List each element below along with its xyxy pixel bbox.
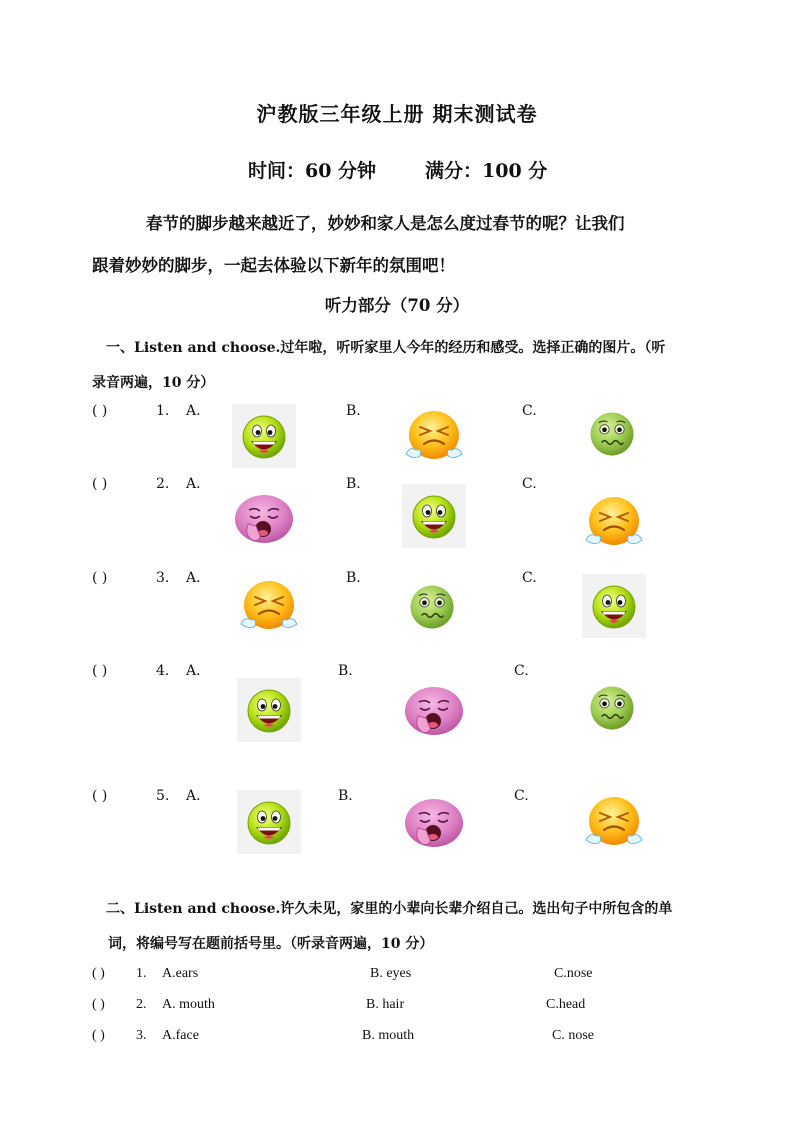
question-number: 1. — [136, 966, 147, 981]
question-number: 3. — [156, 570, 170, 586]
section2-instruction-line1: 二、Listen and choose.许久未见，家里的小辈向长辈介绍自己。选出句子中所包含的单 — [106, 901, 673, 917]
option-label-c: C. — [522, 403, 537, 419]
question-number: 2. — [136, 997, 147, 1012]
option-b: B. hair — [366, 997, 405, 1012]
option-label-c: C. — [514, 663, 529, 679]
option-label-a: A. — [186, 570, 201, 586]
option-label-a: A. — [186, 788, 201, 804]
answer-parentheses[interactable]: ( ) — [92, 403, 108, 419]
option-c: C.head — [546, 997, 586, 1012]
intro-line-2: 跟着妙妙的脚步，一起去体验以下新年的氛围吧！ — [92, 256, 455, 275]
option-label-c: C. — [522, 570, 537, 586]
answer-parentheses[interactable]: ( ) — [92, 1028, 105, 1043]
section1-instruction-line1: 一、Listen and choose.过年啦，听听家里人今年的经历和感受。选择正确的图片。（听 — [106, 340, 666, 356]
option-a: A. mouth — [162, 997, 215, 1012]
option-label-b: B. — [338, 663, 353, 679]
page-title: 沪教版三年级上册 期末测试卷 — [256, 102, 538, 126]
option-label-b: B. — [346, 570, 361, 586]
option-label-b: B. — [338, 788, 353, 804]
option-c: C. nose — [552, 1028, 594, 1043]
question-number: 5. — [156, 788, 170, 804]
tired-face-icon[interactable] — [232, 486, 296, 550]
time-label: 时间：60 分钟 — [248, 160, 377, 182]
answer-parentheses[interactable]: ( ) — [92, 788, 108, 804]
option-label-b: B. — [346, 403, 361, 419]
question-number: 2. — [156, 476, 170, 492]
angry-face-icon[interactable] — [582, 490, 646, 554]
option-label-c: C. — [514, 788, 529, 804]
happy-face-icon[interactable] — [232, 404, 296, 468]
tired-face-icon[interactable] — [402, 790, 466, 854]
option-b: B. eyes — [370, 966, 412, 981]
option-b: B. mouth — [362, 1028, 415, 1043]
answer-parentheses[interactable]: ( ) — [92, 997, 105, 1012]
option-label-c: C. — [522, 476, 537, 492]
happy-face-icon[interactable] — [582, 574, 646, 638]
option-label-a: A. — [186, 663, 201, 679]
option-c: C.nose — [554, 966, 593, 981]
question-number: 3. — [136, 1028, 147, 1043]
sick-face-icon[interactable] — [582, 678, 642, 738]
happy-face-icon[interactable] — [237, 678, 301, 742]
answer-parentheses[interactable]: ( ) — [92, 663, 108, 679]
option-a: A.ears — [162, 966, 199, 981]
angry-face-icon[interactable] — [237, 574, 301, 638]
section2-instruction-line2: 词，将编号写在题前括号里。（听录音两遍，10 分） — [108, 936, 434, 952]
angry-face-icon[interactable] — [402, 404, 466, 468]
section1-instruction-line2: 录音两遍，10 分） — [92, 375, 215, 391]
listening-header: 听力部分（70 分） — [324, 296, 470, 315]
sick-face-icon[interactable] — [582, 404, 642, 464]
happy-face-icon[interactable] — [402, 484, 466, 548]
intro-line-1: 春节的脚步越来越近了，妙妙和家人是怎么度过春节的呢？让我们 — [146, 214, 625, 233]
answer-parentheses[interactable]: ( ) — [92, 476, 108, 492]
option-label-a: A. — [186, 403, 201, 419]
option-label-b: B. — [346, 476, 361, 492]
happy-face-icon[interactable] — [237, 790, 301, 854]
sick-face-icon[interactable] — [402, 577, 462, 637]
option-a: A.face — [162, 1028, 199, 1043]
option-label-a: A. — [186, 476, 201, 492]
question-number: 4. — [156, 663, 170, 679]
angry-face-icon[interactable] — [582, 790, 646, 854]
score-label: 满分：100 分 — [425, 160, 548, 182]
question-number: 1. — [156, 403, 170, 419]
answer-parentheses[interactable]: ( ) — [92, 570, 108, 586]
tired-face-icon[interactable] — [402, 678, 466, 742]
answer-parentheses[interactable]: ( ) — [92, 966, 105, 981]
